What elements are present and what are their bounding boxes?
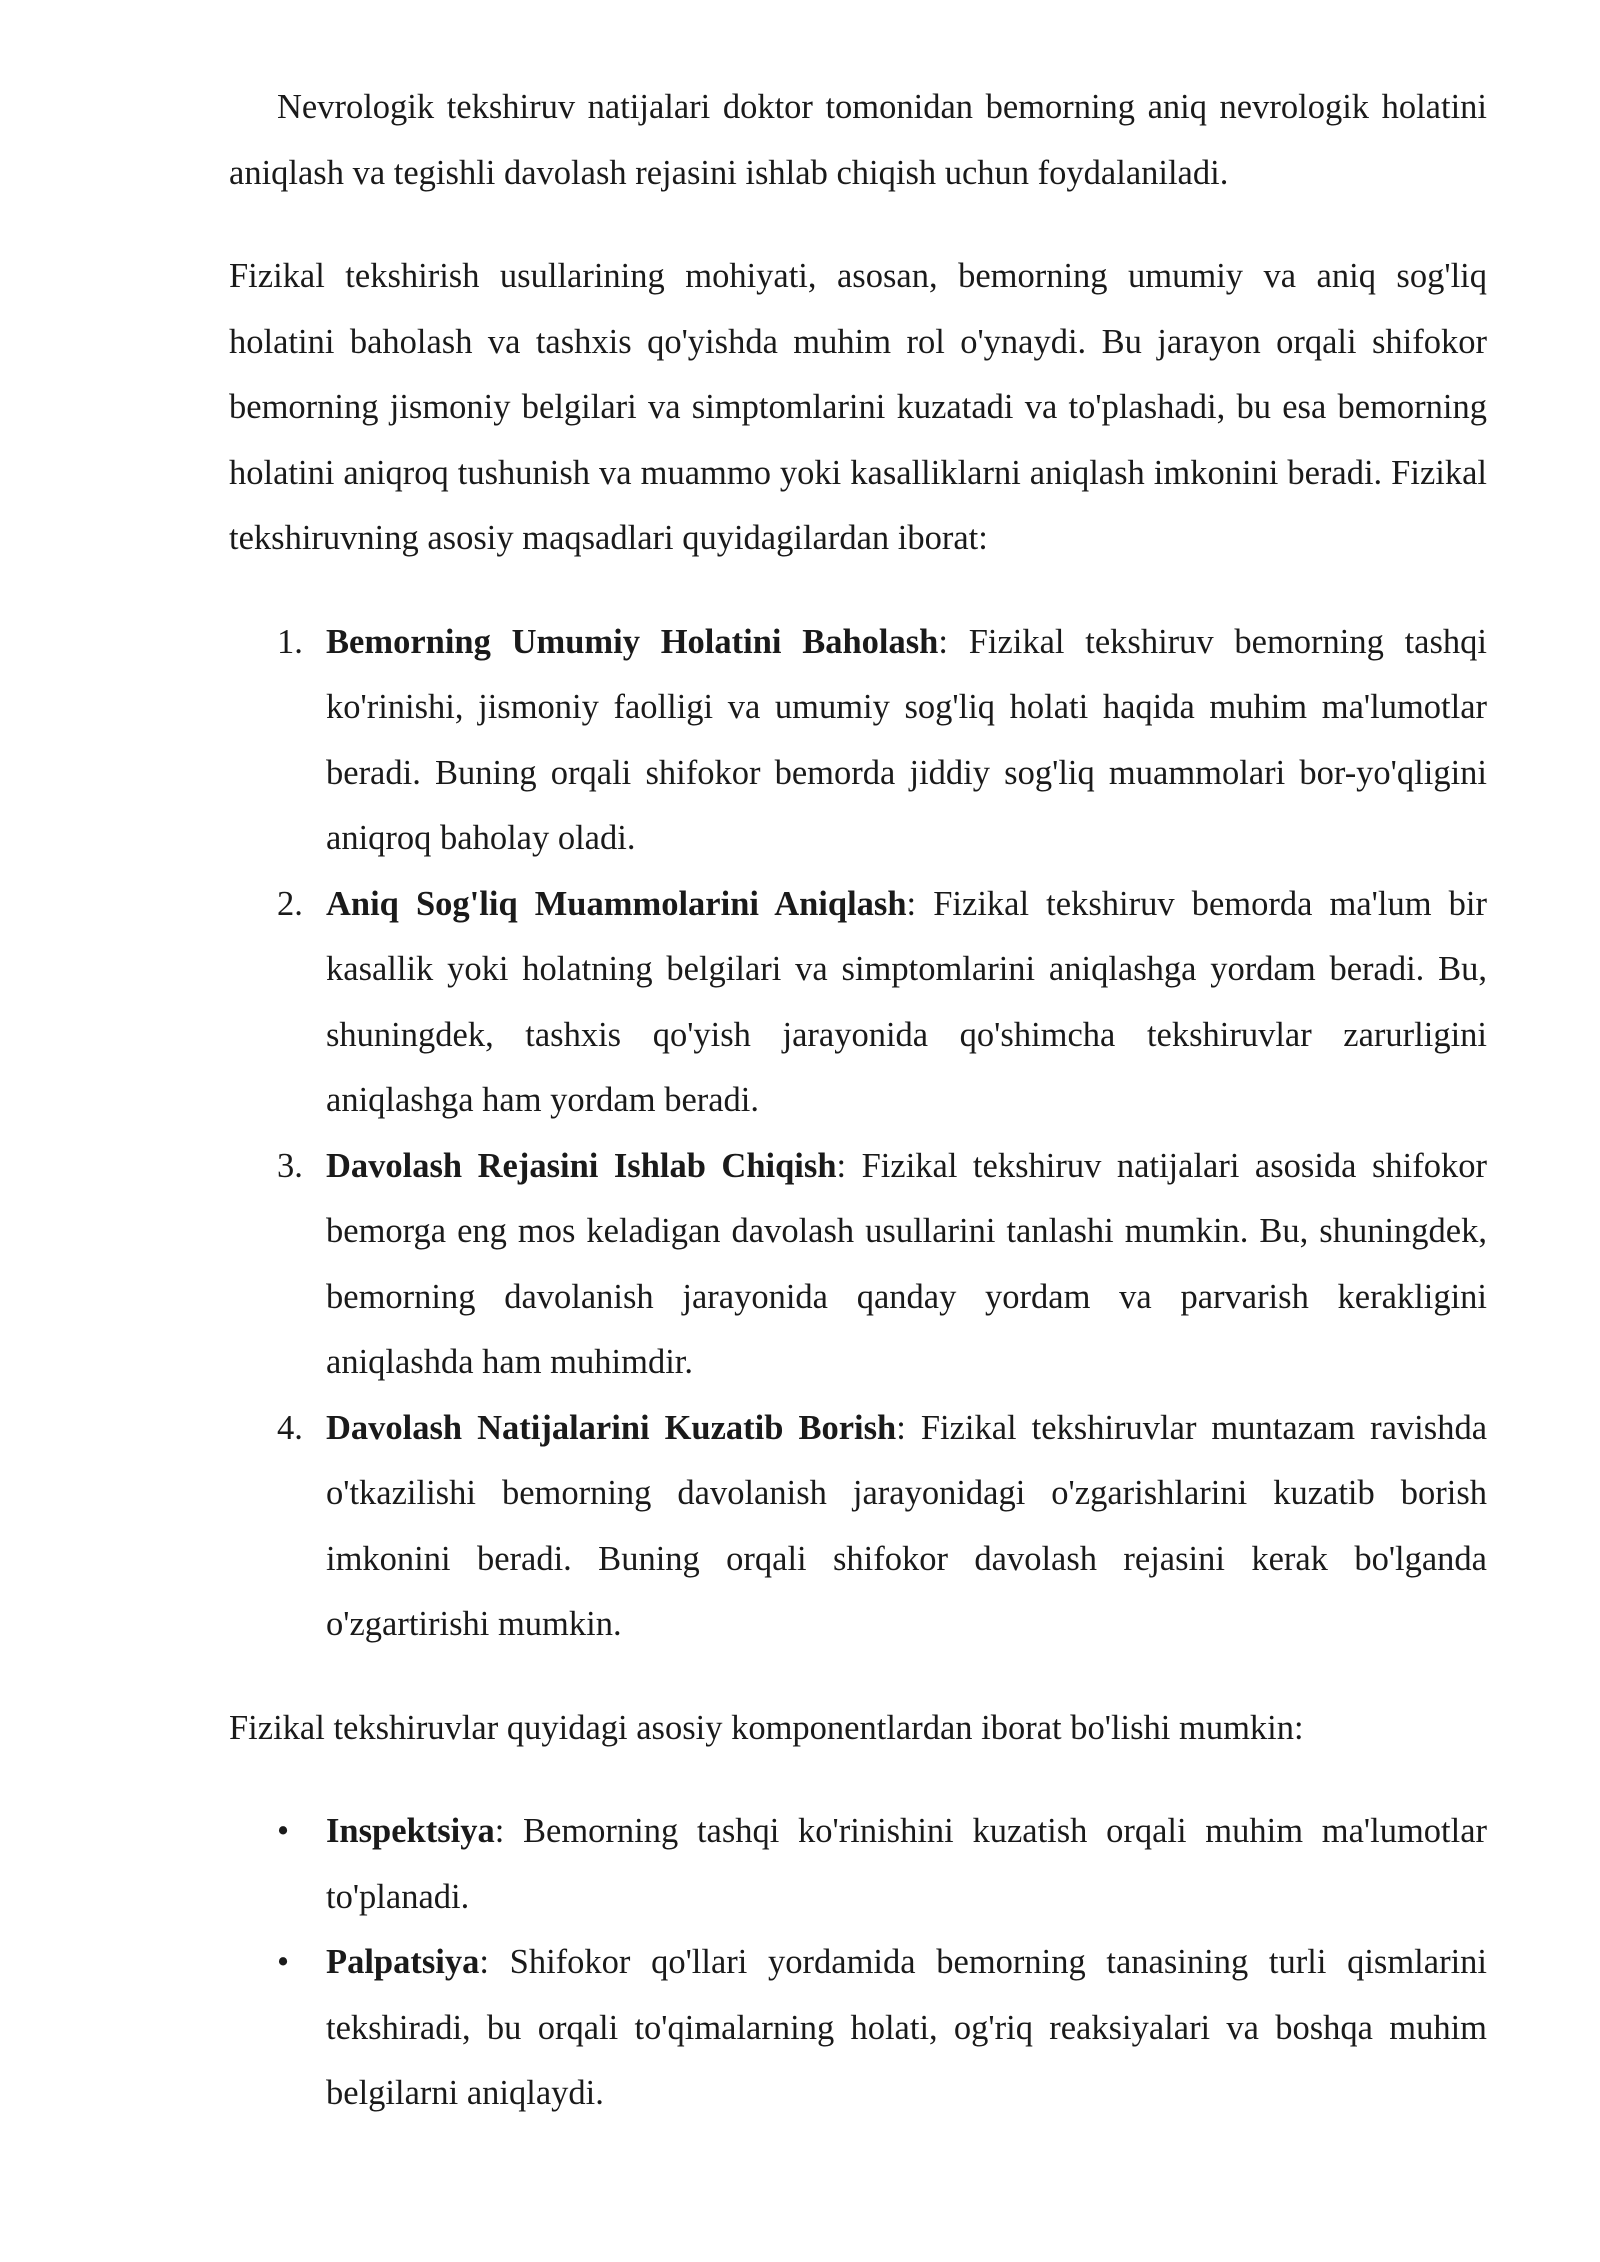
bullet-icon: • <box>277 1943 290 1981</box>
component-item <box>229 1930 1487 2127</box>
goal-item <box>229 1134 1487 1396</box>
goal-term: Davolash Natijalarini Kuzatib Borish <box>326 1408 897 1447</box>
components-intro-paragraph: Fizikal tekshiruvlar quyidagi asosiy komponentlardan iborat bo'lishi mumkin: <box>229 1708 1304 1747</box>
goal-text: : Fizikal tekshiruv bemorda ma'lum bir kasallik yoki holatning belgilari va simptomlarini aniqlashga yordam beradi. Bu, shuningdek, tashxis qo'yish jarayonida qo'shimcha tekshiruvlar zarurligini aniqlashga ham yordam beradi. <box>326 884 1487 1119</box>
bullet-icon: • <box>277 1812 290 1850</box>
goal-text: : Fizikal tekshiruvlar muntazam ravishda o'tkazilishi bemorning davolanish jarayonidagi o'zgarishlarini kuzatib borish imkonini beradi. Buning orqali shifokor davolash rejasini kerak bo'lganda o'zgartirishi mumkin. <box>326 1408 1488 1643</box>
goal-term: Davolash Rejasini Ishlab Chiqish <box>326 1146 837 1185</box>
component-term: Palpatsiya <box>326 1943 480 1981</box>
goal-number: 2. <box>277 884 303 923</box>
component-text: : Bemorning tashqi ko'rinishini kuzatish orqali muhim ma'lumotlar to'planadi. <box>326 1812 1487 1916</box>
goal-item <box>229 872 1487 1134</box>
document-page <box>229 75 1487 2127</box>
essence-paragraph: Fizikal tekshirish usullarining mohiyati, asosan, bemorning umumiy va aniq sog'liq holatini baholash va tashxis qo'yishda muhim rol o'ynaydi. Bu jarayon orqali shifokor bemorning jismoniy belgilari va simptomlarini kuzatadi va to'plashadi, bu esa bemorning holatini aniqroq tushunish va muammo yoki kasalliklarni aniqlash imkonini beradi. Fizikal tekshiruvning asosiy maqsadlari quyidagilardan iborat: <box>229 257 1487 557</box>
component-term: Inspektsiya <box>326 1812 495 1850</box>
components-list <box>229 1799 1487 2127</box>
component-item <box>229 1799 1487 1930</box>
goal-term: Aniq Sog'liq Muammolarini Aniqlash <box>326 884 907 923</box>
component-text: : Shifokor qo'llari yordamida bemorning tanasining turli qismlarini tekshiradi, bu orqali to'qimalarning holati, og'riq reaksiyalari va boshqa muhim belgilarni aniqlaydi. <box>326 1943 1487 2112</box>
goal-number: 1. <box>277 622 303 661</box>
goal-item <box>229 610 1487 872</box>
intro-paragraph: Nevrologik tekshiruv natijalari doktor tomonidan bemorning aniq nevrologik holatini aniqlash va tegishli davolash rejasini ishlab chiqish uchun foydalaniladi. <box>229 88 1487 192</box>
goal-text: : Fizikal tekshiruv bemorning tashqi ko'rinishi, jismoniy faolligi va umumiy sog'liq holati haqida muhim ma'lumotlar beradi. Buning orqali shifokor bemorda jiddiy sog'liq muammolari bor-yo'qligini aniqroq baholay oladi. <box>326 622 1487 857</box>
goal-text: : Fizikal tekshiruv natijalari asosida shifokor bemorga eng mos keladigan davolash usullarini tanlashi mumkin. Bu, shuningdek, bemorning davolanish jarayonida qanday yordam va parvarish kerakligini aniqlashda ham muhimdir. <box>326 1146 1487 1381</box>
goal-number: 4. <box>277 1408 303 1447</box>
goals-list <box>229 610 1487 1658</box>
goal-term: Bemorning Umumiy Holatini Baholash <box>326 622 939 661</box>
goal-number: 3. <box>277 1146 303 1185</box>
goal-item <box>229 1396 1487 1658</box>
